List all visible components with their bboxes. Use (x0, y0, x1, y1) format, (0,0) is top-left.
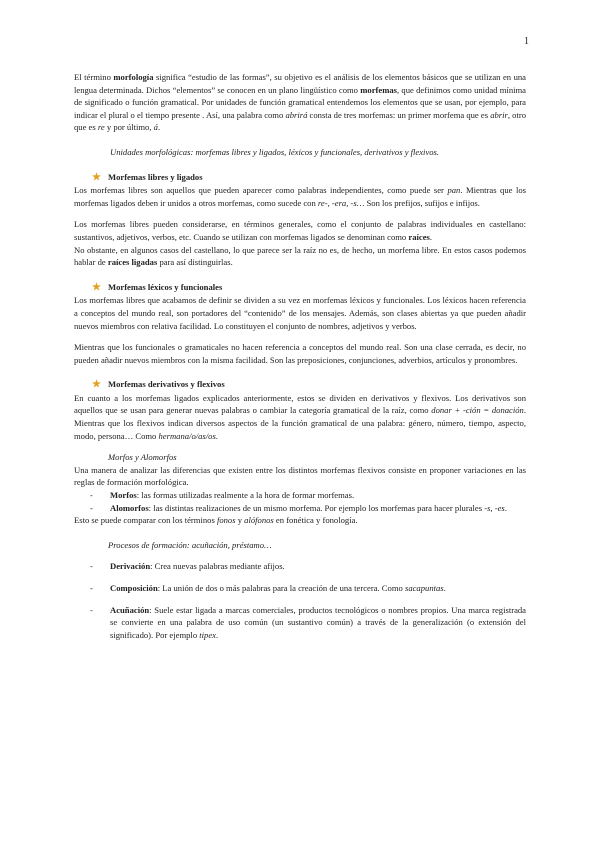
list-item: - Derivación: Crea nuevas palabras mediante afijos. (90, 561, 285, 572)
morfos-comparison: Esto se puede comparar con los términos fonos y alófonos en fonética y fonología. (74, 515, 358, 526)
page-number: 1 (524, 36, 529, 47)
list-item: - Morfos: las formas utilizadas realmente a la hora de formar morfemas. (90, 490, 355, 501)
lexicos-paragraph-1: Los morfemas libres que acabamos de definir se dividen a su vez en morfemas léxicos y funcionales. Los léxicos hacen referencia a conceptos del mundo real, son portadores del “contenido” de los mensajes. Además, son clases abiertas ya que pueden añadir nuevos miembros con relativa facilidad. Lo constituyen el conjunto de nombres, adjetivos y verbos. (74, 295, 526, 331)
morfos-paragraph: Una manera de analizar las diferencias que existen entre los distintos morfemas flexivos consiste en proponer variaciones en las reglas de formación morfológica. (74, 464, 526, 488)
lexicos-paragraph-2: Mientras que los funcionales o gramaticales no hacen referencia a conceptos del mundo real. Son una clase cerrada, es decir, no pueden añadir nuevos miembros con la misma facilidad. Son las preposiciones, conjunciones, adverbios, artículos y pronombres. (74, 342, 526, 365)
derivativos-paragraph: En cuanto a los morfemas ligados explicados anteriormente, estos se dividen en derivativos y flexivos. Los derivativos son aquellos que se usan para generar nuevas palabras o cambiar la categoría gramatical de la raíz, como donar + -ción = donación. Mientras que los flexivos indican diversos aspectos de la función gramatical de una palabra: género, número, tiempo, aspecto, modo, persona… Como hermana/o/as/os. (74, 392, 526, 441)
heading-derivativos-flexivos: ★ Morfemas derivativos y flexivos (92, 379, 225, 391)
heading-libres-ligados: ★ Morfemas libres y ligados (92, 171, 203, 183)
morfos-subtitle: Morfos y Alomorfos (108, 452, 177, 463)
star-bullet-icon: ★ (92, 281, 101, 293)
libres-paragraph-1: Los morfemas libres son aquellos que pueden aparecer como palabras independientes, como puede ser pan. Mientras que los morfemas ligados deben ir unidos a otros morfemas, como sucede con re-, -era, -s… Son los prefijos, sufijos e infijos. (74, 185, 526, 208)
star-bullet-icon: ★ (92, 379, 101, 391)
intro-paragraph: El término morfología significa “estudio de las formas”, su objetivo es el análisis de los elementos básicos que se utilizan en una lengua determinada. Dichos “elementos” se conocen en un plano lingüístico como morfemas, que definimos como unidad mínima de significado o función gramatical. Por unidades de función gramatical entendemos los elementos que se usan, por ejemplo, para indicar el plural o el tiempo presente . Así, una palabra como abrirá consta de tres morfemas: un primer morfema que es abrir, otro que es re y por último, á. (74, 72, 527, 133)
libres-paragraph-3: No obstante, en algunos casos del castellano, lo que parece ser la raíz no es, de hecho, un morfema libre. En estos casos podemos hablar de raíces ligadas para así distinguirlas. (74, 244, 526, 268)
units-subtitle: Unidades morfológicas: morfemas libres y ligados, léxicos y funcionales, derivativos y flexivos. (110, 146, 440, 157)
heading-lexicos-funcionales: ★ Morfemas léxicos y funcionales (92, 281, 223, 293)
document-body (74, 71, 526, 641)
list-item: - Alomorfos: las distintas realizaciones de un mismo morfema. Por ejemplo los morfemas para hacer plurales -s, -es. (90, 502, 507, 513)
libres-paragraph-2: Los morfemas libres pueden considerarse, en términos generales, como el conjunto de palabras individuales en castellano: sustantivos, adjetivos, verbos, etc. Cuando se utilizan con morfemas ligados se denominan como raíces. (74, 219, 526, 242)
star-bullet-icon: ★ (92, 171, 101, 183)
procesos-subtitle: Procesos de formación: acuñación, préstamo… (108, 539, 272, 550)
list-item: - Acuñación: Suele estar ligada a marcas comerciales, productos tecnológicos o nombres propios. Una marca registrada se convierte en una palabra de uso común (un sustantivo común) a través de la generalización (o extensión del significado). Por ejemplo tipex. (90, 604, 526, 640)
list-item: - Composición: La unión de dos o más palabras para la creación de una tercera. Como sacapuntas. (90, 583, 446, 593)
